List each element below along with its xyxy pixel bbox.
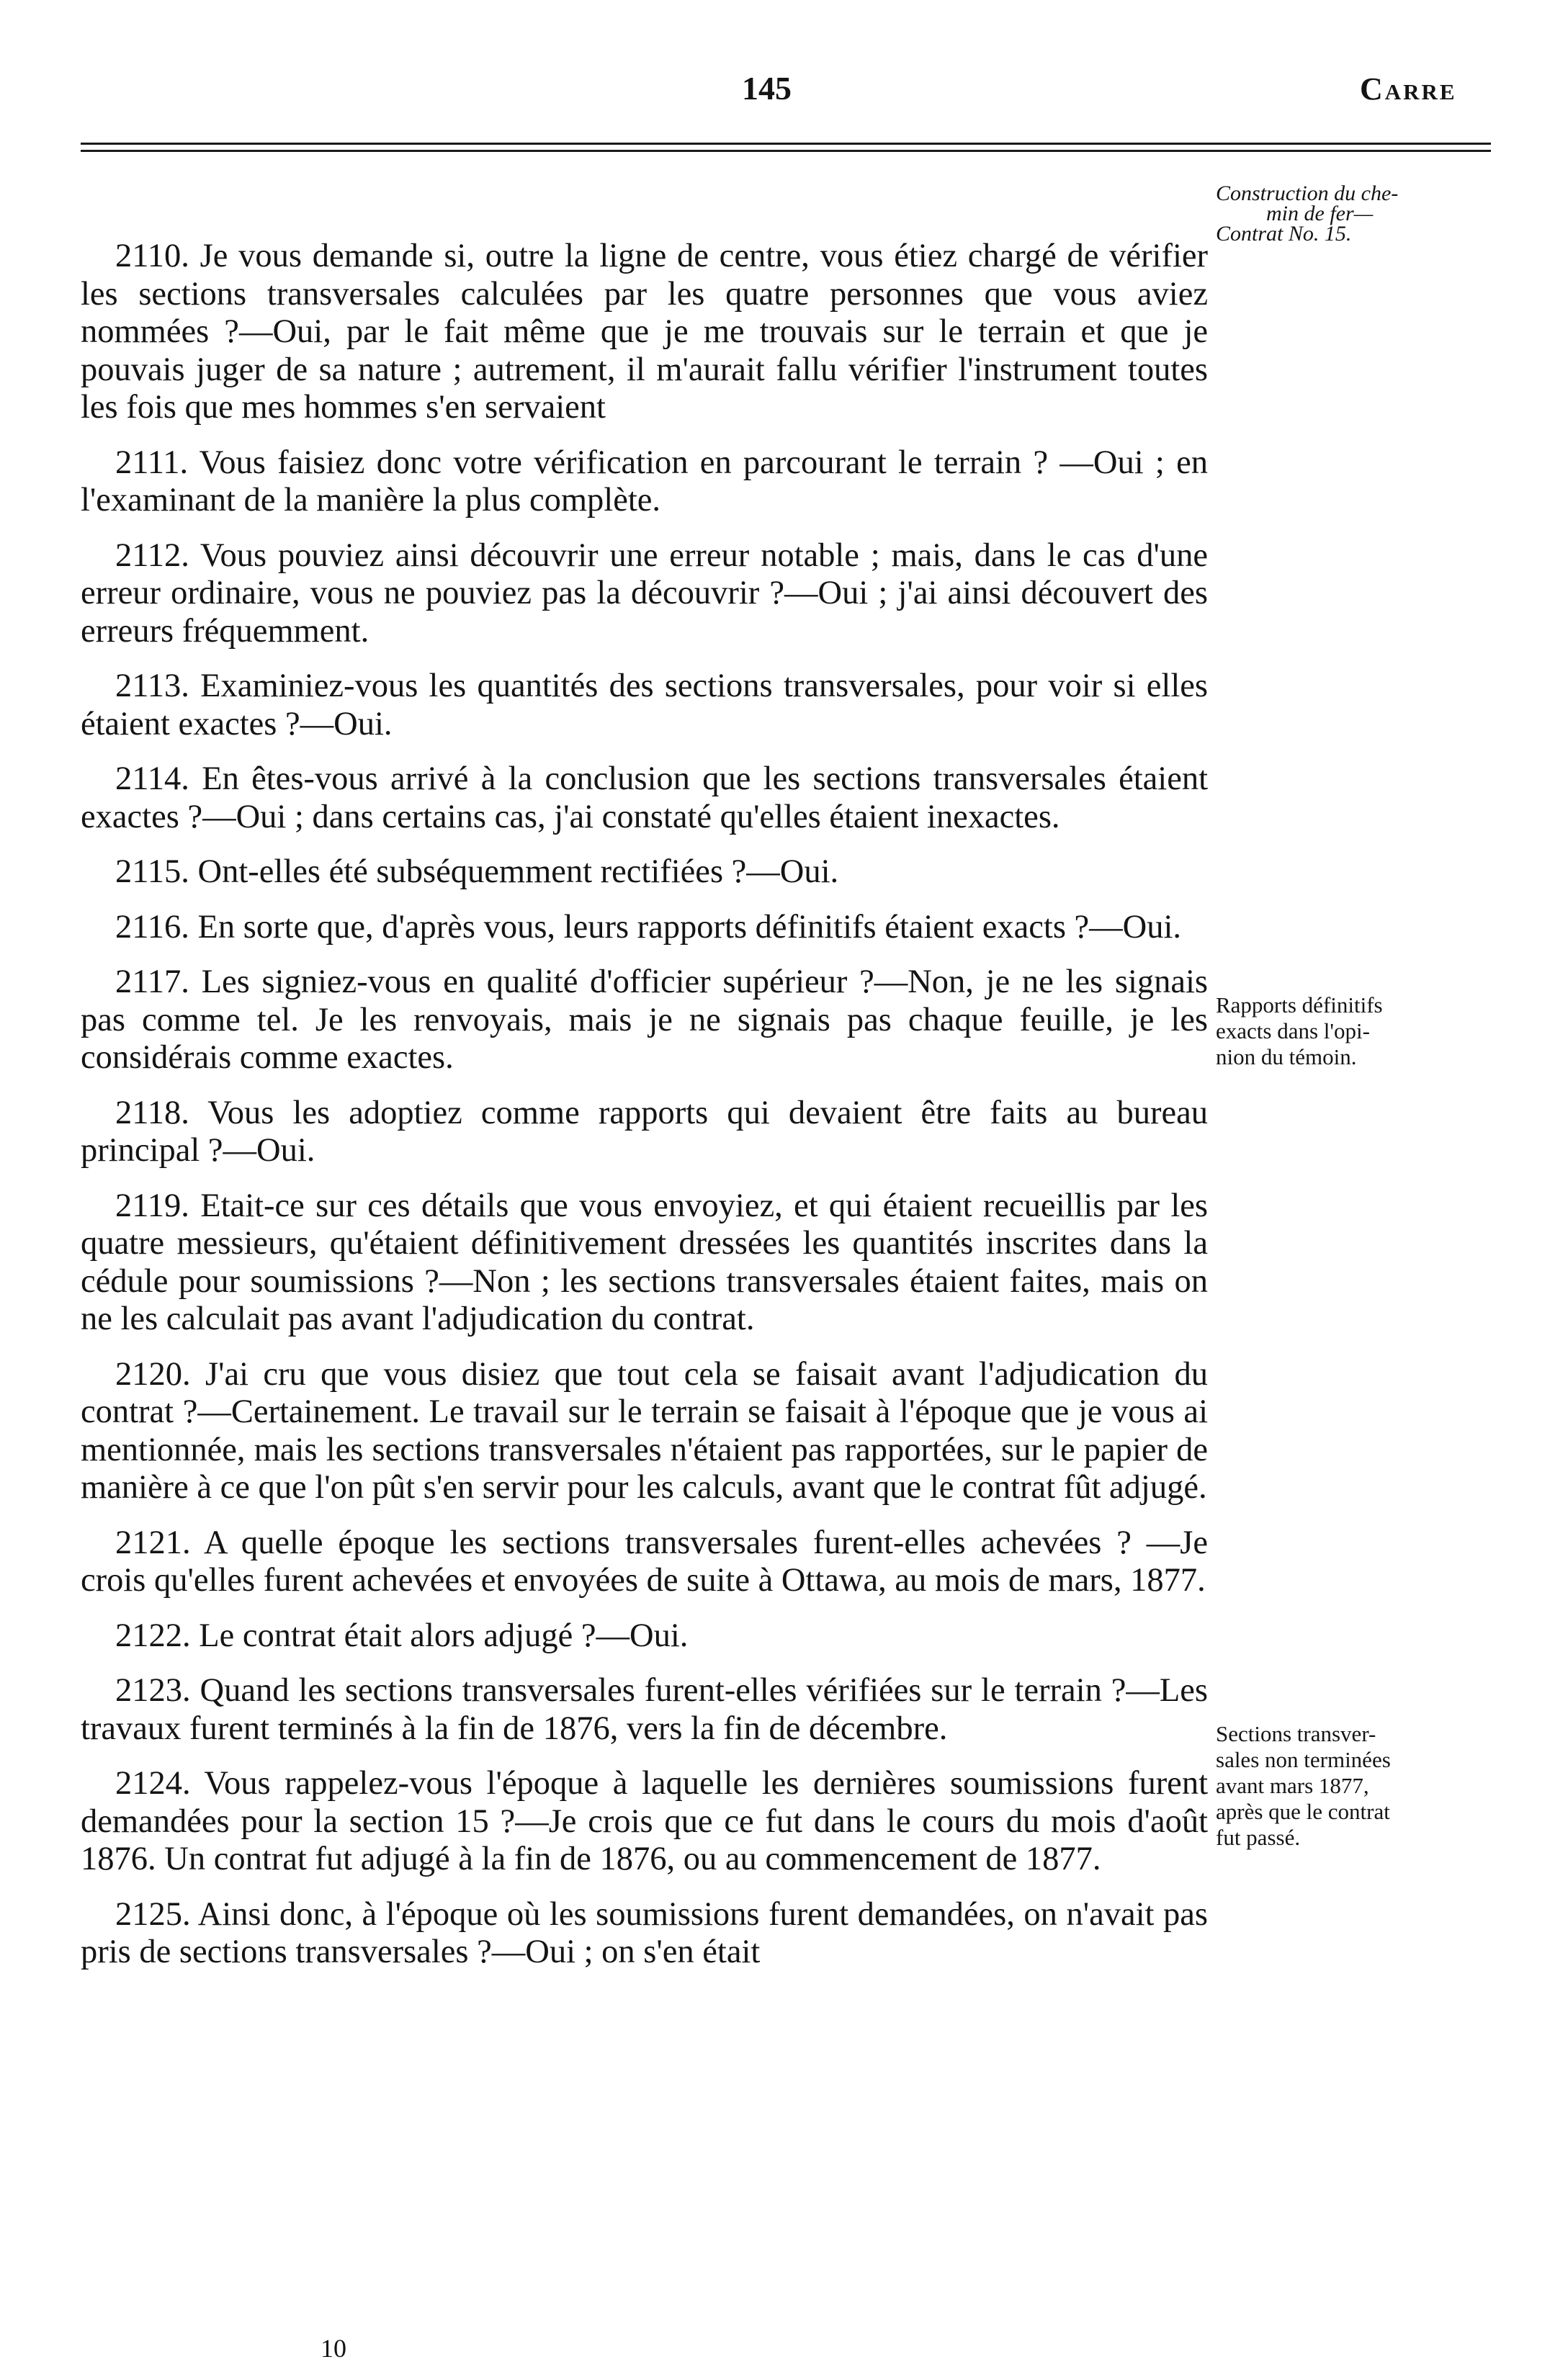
signature-mark: 10 (321, 2334, 346, 2363)
question-paragraph (81, 1617, 1208, 1656)
question-number: 2120. (115, 1355, 191, 1393)
question-number: 2112. (115, 536, 189, 574)
page-number: 145 (742, 70, 792, 107)
question-text: Vous faisiez donc votre vérification en parcourant le terrain ? —Oui ; en l'examinant de la manière la plus complète. (81, 444, 1208, 518)
margin-note-contract (1216, 181, 1497, 246)
question-text: Les signiez-vous en qualité d'officier supérieur ?—Non, je ne les signais pas comme tel. Je les renvoyais, mais je ne signais pas chaque feuille, je les considérais comme exactes. (81, 964, 1209, 1076)
margin-note-sections (1216, 1721, 1497, 1851)
question-number: 2113. (115, 668, 189, 704)
margin-note-line: avant mars 1877, (1216, 1773, 1369, 1798)
margin-note-line: Construction du che- (1216, 181, 1399, 205)
margin-note-line: après que le contrat (1216, 1799, 1390, 1824)
question-text: Vous pouviez ainsi découvrir une erreur notable ; mais, dans le cas d'une erreur ordinaire, vous ne pouviez pas la découvrir ?—Oui ; j'ai ainsi découvert des erreurs fréquemment. (81, 536, 1208, 650)
question-number: 2119. (115, 1187, 189, 1224)
question-number: 2114. (115, 760, 189, 797)
question-paragraph (81, 760, 1208, 836)
question-paragraph (81, 964, 1208, 1077)
question-text: Ainsi donc, à l'époque où les soumissions furent demandées, on n'avait pas pris de sections transversales ?—Oui ; on s'en était (81, 1895, 1208, 1970)
question-number: 2111. (115, 444, 189, 481)
question-paragraph (81, 1095, 1208, 1170)
question-number: 2117. (115, 964, 189, 1000)
question-text: A quelle époque les sections transversales furent-elles achevées ? —Je crois qu'elles furent achevées et envoyées de suite à Ottawa, au mois de mars, 1877. (81, 1524, 1208, 1599)
question-number: 2115. (115, 853, 189, 890)
question-number: 2123. (115, 1672, 191, 1709)
margin-note-line: nion du témoin. (1216, 1044, 1357, 1069)
question-text: Etait-ce sur ces détails que vous envoyiez, et qui étaient recueillis par les quatre messieurs, qu'étaient définitivement dressées les quantités inscrites dans la cédule pour soumissions ?—Non ; les sections transversales étaient faites, mais on ne les calculait pas avant l'adjudication du contrat. (81, 1187, 1209, 1337)
question-number: 2118. (115, 1094, 189, 1131)
question-text: Le contrat était alors adjugé ?—Oui. (199, 1617, 689, 1654)
question-paragraph (81, 238, 1208, 427)
question-text: Quand les sections transversales furent-elles vérifiées sur le terrain ?—Les travaux furent terminés à la fin de 1876, vers la fin de décembre. (81, 1672, 1208, 1747)
question-text: Vous les adoptiez comme rapports qui devaient être faits au bureau principal ?—Oui. (81, 1094, 1208, 1169)
question-text: Ont-elles été subséquemment rectifiées ?—Oui. (197, 853, 839, 890)
question-text: Je vous demande si, outre la ligne de centre, vous étiez chargé de vérifier les sections transversales calculées par les quatre personnes que vous aviez nommées ?—Oui, par le fait même que je me trouvais sur le terrain et que je pouvais juger de sa nature ; autrement, il m'aurait fallu vérifier l'instrument toutes les fois que mes hommes s'en servaient (81, 238, 1208, 426)
question-paragraph (81, 444, 1208, 520)
question-paragraph (81, 1896, 1208, 1972)
question-text: En êtes-vous arrivé à la conclusion que les sections transversales étaient exactes ?—Oui ; dans certains cas, j'ai constaté qu'elles étaient inexactes. (81, 760, 1209, 835)
question-paragraph (81, 1187, 1208, 1339)
question-text: Examiniez-vous les quantités des sections transversales, pour voir si elles étaient exactes ?—Oui. (81, 668, 1208, 742)
question-number: 2121. (115, 1524, 191, 1561)
question-text: J'ai cru que vous disiez que tout cela se faisait avant l'adjudication du contrat ?—Certainement. Le travail sur le terrain se faisait à l'époque que je vous ai mentionnée, mais les sections transversales n'étaient pas rapportées, sur le papier de manière à ce que l'on pût s'en servir pour les calculs, avant que le contrat fût adjugé. (81, 1355, 1209, 1506)
question-number: 2110. (115, 238, 189, 274)
header-rule (81, 143, 1491, 145)
question-paragraph (81, 909, 1208, 947)
question-number: 2124. (115, 1765, 191, 1802)
margin-note-line: exacts dans l'opi- (1216, 1018, 1370, 1043)
margin-note-line: sales non terminées (1216, 1747, 1391, 1772)
question-number: 2125. (115, 1895, 191, 1933)
question-number: 2116. (115, 908, 189, 946)
margin-note-line: Contrat No. 15. (1216, 222, 1352, 246)
question-paragraph (81, 1672, 1208, 1748)
running-head: Carre (1360, 71, 1457, 107)
question-number: 2122. (115, 1617, 191, 1654)
question-paragraph (81, 1765, 1208, 1879)
question-text: En sorte que, d'après vous, leurs rapports définitifs étaient exacts ?—Oui. (197, 908, 1182, 946)
margin-note-line: Sections transver- (1216, 1721, 1376, 1746)
question-paragraph (81, 537, 1208, 651)
margin-note-line: fut passé. (1216, 1825, 1301, 1850)
question-paragraph (81, 1356, 1208, 1507)
testimony-body (81, 238, 1208, 1989)
question-paragraph (81, 668, 1208, 743)
margin-note-line: Rapports définitifs (1216, 992, 1383, 1018)
question-paragraph (81, 853, 1208, 892)
margin-note-reports (1216, 992, 1497, 1070)
margin-note-line: min de fer— (1266, 202, 1374, 225)
question-text: Vous rappelez-vous l'époque à laquelle les dernières soumissions furent demandées pour la section 15 ?—Je crois que ce fut dans le cours du mois d'août 1876. Un contrat fut adjugé à la fin de 1876, ou au commencement de 1877. (81, 1765, 1208, 1877)
question-paragraph (81, 1524, 1208, 1600)
header-rule-double (81, 150, 1491, 152)
